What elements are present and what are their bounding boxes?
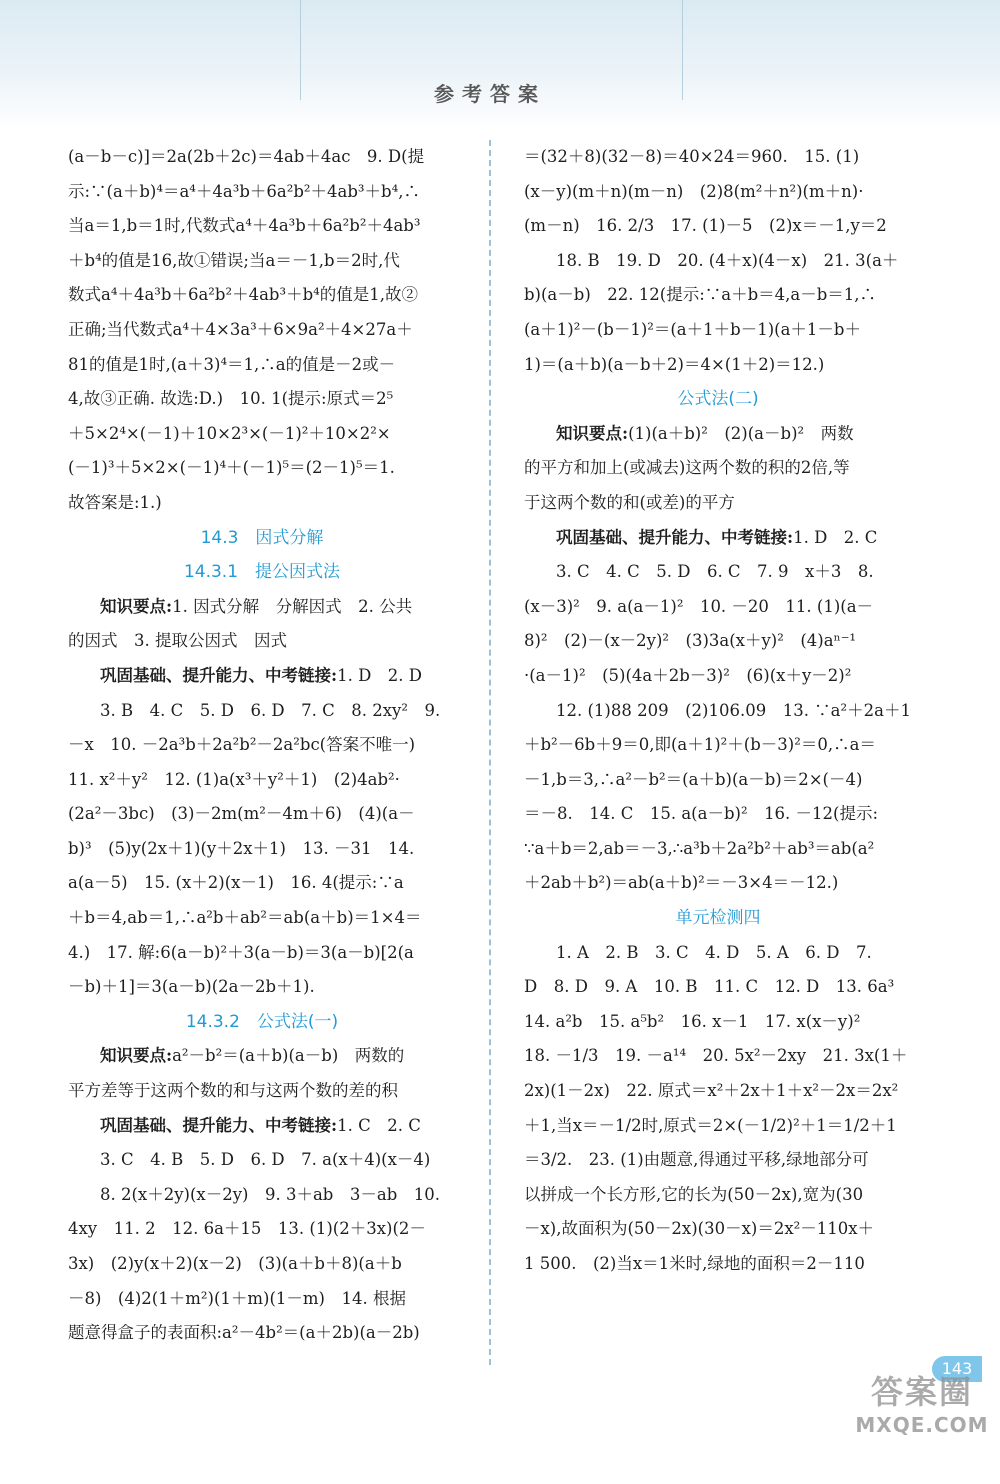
section-heading: 公式法(二) bbox=[677, 389, 759, 410]
text-line: 1. A 2. B 3. C 4. D 5. A 6. D 7. bbox=[556, 942, 872, 962]
page-number: 143 bbox=[932, 1356, 982, 1382]
text-line: 4xy 11. 2 12. 6a＋15 13. (1)(2＋3x)(2－ bbox=[68, 1219, 426, 1239]
watermark-main: 答案圈 bbox=[870, 1373, 973, 1411]
text-line: ＝－8. 14. C 15. a(a－b)² 16. －12(提示: bbox=[524, 804, 879, 824]
header-rule-right bbox=[682, 0, 683, 100]
watermark-sub: MXQE.COM bbox=[855, 1413, 989, 1437]
text-line: 4,故③正确. 故选:D.) 10. 1(提示:原式＝2⁵ bbox=[68, 389, 394, 409]
text-line: 正确;当代数式a⁴＋4×3a³＋6×9a²＋4×27a＋ bbox=[68, 319, 413, 339]
line-label: 知识要点: bbox=[556, 423, 629, 443]
text-line: ＋b⁴的值是16,故①错误;当a＝－1,b＝2时,代 bbox=[68, 250, 400, 270]
text-line: －8) (4)2(1＋m²)(1＋m)(1－m) 14. 根据 bbox=[68, 1288, 406, 1308]
text-line: D 8. D 9. A 10. B 11. C 12. D 13. 6a³ bbox=[524, 977, 895, 997]
text-line: 3. B 4. C 5. D 6. D 7. C 8. 2xy² 9. bbox=[100, 700, 441, 720]
text-line bbox=[68, 590, 456, 625]
line-text: 1. D 2. C bbox=[793, 527, 878, 547]
text-line: (m－n) 16. 2/3 17. (1)－5 (2)x＝－1,y＝2 bbox=[524, 216, 887, 236]
line-label: 巩固基础、提升能力、中考链接: bbox=[100, 665, 338, 685]
text-line: －x 10. －2a³b＋2a²b²－2a²bc(答案不唯一) bbox=[68, 735, 416, 755]
section-heading: 单元检测四 bbox=[675, 908, 761, 929]
text-line: －x),故面积为(50－2x)(30－x)＝2x²－110x＋ bbox=[524, 1219, 875, 1239]
text-line: 81的值是1时,(a＋3)⁴＝1,∴a的值是－2或－ bbox=[68, 354, 396, 374]
section-heading: 14.3 因式分解 bbox=[200, 527, 324, 548]
text-line bbox=[68, 1039, 456, 1074]
text-line: ·(a－1)² (5)(4a＋2b－3)² (6)(x＋y－2)² bbox=[524, 665, 852, 685]
text-line bbox=[524, 521, 912, 556]
text-line: (a＋1)²－(b－1)²＝(a＋1＋b－1)(a＋1－b＋ bbox=[524, 319, 861, 339]
text-line: 1 500. (2)当x＝1米时,绿地的面积＝2－110 bbox=[524, 1254, 865, 1273]
text-line: 4.) 17. 解:6(a－b)²＋3(a－b)＝3(a－b)[2(a bbox=[68, 942, 414, 962]
right-column bbox=[524, 140, 912, 1282]
text-line: (a－b－c)]＝2a(2b＋2c)＝4ab＋4ac 9. D(提 bbox=[68, 147, 425, 166]
text-line: 12. (1)88 209 (2)106.09 13. ∵a²＋2a＋1 bbox=[556, 700, 911, 720]
text-line: 8)² (2)－(x－2y)² (3)3a(x＋y)² (4)aⁿ⁻¹ bbox=[524, 631, 857, 651]
text-line: ＝3/2. 23. (1)由题意,得通过平移,绿地部分可 bbox=[524, 1150, 869, 1170]
watermark-logo bbox=[852, 1372, 992, 1438]
text-line: b)(a－b) 22. 12(提示:∵a＋b＝4,a－b＝1,∴ bbox=[524, 285, 877, 305]
text-line: 数式a⁴＋4a³b＋6a²b²＋4ab³＋b⁴的值是1,故② bbox=[68, 285, 419, 305]
line-text: a²－b²＝(a＋b)(a－b) 两数的 bbox=[172, 1046, 405, 1066]
text-line: 题意得盒子的表面积:a²－4b²＝(a＋2b)(a－2b) bbox=[68, 1323, 420, 1343]
page-header-title: 参考答案 bbox=[434, 82, 546, 106]
text-line bbox=[524, 417, 912, 452]
text-line: 8. 2(x＋2y)(x－2y) 9. 3＋ab 3－ab 10. bbox=[100, 1184, 441, 1204]
text-line: ＋b＝4,ab＝1,∴a²b＋ab²＝ab(a＋b)＝1×4＝ bbox=[68, 908, 422, 928]
text-line: ∵a＋b＝2,ab＝－3,∴a³b＋2a²b²＋ab³＝ab(a² bbox=[524, 838, 875, 858]
text-line: 平方差等于这两个数的和与这两个数的差的积 bbox=[68, 1081, 398, 1101]
text-line: ＋5×2⁴×(－1)＋10×2³×(－1)²＋10×2²× bbox=[68, 423, 391, 443]
line-text: 1. C 2. C bbox=[337, 1115, 421, 1135]
text-line: 11. x²＋y² 12. (1)a(x³＋y²＋1) (2)4ab²· bbox=[68, 769, 400, 789]
text-line: 14. a²b 15. a⁵b² 16. x－1 17. x(x－y)² bbox=[524, 1011, 861, 1031]
text-line: b)³ (5)y(2x＋1)(y＋2x＋1) 13. －31 14. bbox=[68, 838, 415, 858]
header-rule-left bbox=[300, 0, 301, 100]
text-line: ＋1,当x＝－1/2时,原式＝2×(－1/2)²＋1＝1/2＋1 bbox=[524, 1115, 897, 1135]
text-line: －1,b＝3,∴a²－b²＝(a＋b)(a－b)＝2×(－4) bbox=[524, 769, 863, 789]
text-line: ＝(32＋8)(32－8)＝40×24＝960. 15. (1) bbox=[524, 147, 860, 166]
text-line: 3x) (2)y(x＋2)(x－2) (3)(a＋b＋8)(a＋b bbox=[68, 1254, 402, 1273]
text-line: (2a²－3bc) (3)－2m(m²－4m＋6) (4)(a－ bbox=[68, 804, 415, 824]
text-line: ＋b²－6b＋9＝0,即(a＋1)²＋(b－3)²＝0,∴a＝ bbox=[524, 735, 876, 755]
text-line: 3. C 4. C 5. D 6. C 7. 9 x＋3 8. bbox=[556, 562, 874, 582]
text-line: 2x)(1－2x) 22. 原式＝x²＋2x＋1＋x²－2x＝2x² bbox=[524, 1081, 899, 1101]
text-line: 3. C 4. B 5. D 6. D 7. a(x＋4)(x－4) bbox=[100, 1150, 431, 1170]
text-line: 的平方和加上(或减去)这两个数的积的2倍,等 bbox=[524, 458, 850, 478]
section-heading: 14.3.2 公式法(一) bbox=[185, 1011, 339, 1032]
section-heading: 14.3.1 提公因式法 bbox=[183, 562, 341, 583]
text-line: 示:∵(a＋b)⁴＝a⁴＋4a³b＋6a²b²＋4ab³＋b⁴,∴ bbox=[68, 181, 420, 201]
text-line: 18. B 19. D 20. (4＋x)(4－x) 21. 3(a＋ bbox=[556, 250, 899, 270]
text-line: 以拼成一个长方形,它的长为(50－2x),宽为(30 bbox=[524, 1184, 864, 1204]
header-band bbox=[0, 0, 1000, 130]
text-line: (x－3)² 9. a(a－1)² 10. －20 11. (1)(a－ bbox=[524, 596, 874, 616]
text-line: 1)＝(a＋b)(a－b＋2)＝4×(1＋2)＝12.) bbox=[524, 354, 825, 374]
column-divider bbox=[489, 140, 491, 1365]
text-line: 当a＝1,b＝1时,代数式a⁴＋4a³b＋6a²b²＋4ab³ bbox=[68, 216, 421, 236]
line-text: (1)(a＋b)² (2)(a－b)² 两数 bbox=[628, 423, 854, 443]
line-label: 巩固基础、提升能力、中考链接: bbox=[100, 1115, 338, 1135]
line-text: 1. D 2. D bbox=[337, 665, 423, 685]
text-line: (x－y)(m＋n)(m－n) (2)8(m²＋n²)(m＋n)· bbox=[524, 181, 864, 201]
text-line: a(a－5) 15. (x＋2)(x－1) 16. 4(提示:∵a bbox=[68, 873, 404, 893]
line-text: 1. 因式分解 分解因式 2. 公共 bbox=[172, 596, 413, 616]
left-column bbox=[68, 140, 456, 1351]
line-label: 知识要点: bbox=[100, 1046, 173, 1066]
text-line: (－1)³＋5×2×(－1)⁴＋(－1)⁵＝(2－1)⁵＝1. bbox=[68, 458, 395, 478]
text-line: 的因式 3. 提取公因式 因式 bbox=[68, 631, 287, 651]
text-line: 18. －1/3 19. －a¹⁴ 20. 5x²－2xy 21. 3x(1＋ bbox=[524, 1046, 908, 1066]
text-line: 故答案是:1.) bbox=[68, 492, 162, 512]
text-line: 于这两个数的和(或差)的平方 bbox=[524, 492, 735, 512]
text-line bbox=[68, 1109, 456, 1144]
line-label: 知识要点: bbox=[100, 596, 173, 616]
text-line bbox=[68, 659, 456, 694]
text-line: －b)＋1]＝3(a－b)(2a－2b＋1). bbox=[68, 977, 315, 997]
line-label: 巩固基础、提升能力、中考链接: bbox=[556, 527, 794, 547]
text-line: ＋2ab＋b²)＝ab(a＋b)²＝－3×4＝－12.) bbox=[524, 873, 839, 893]
